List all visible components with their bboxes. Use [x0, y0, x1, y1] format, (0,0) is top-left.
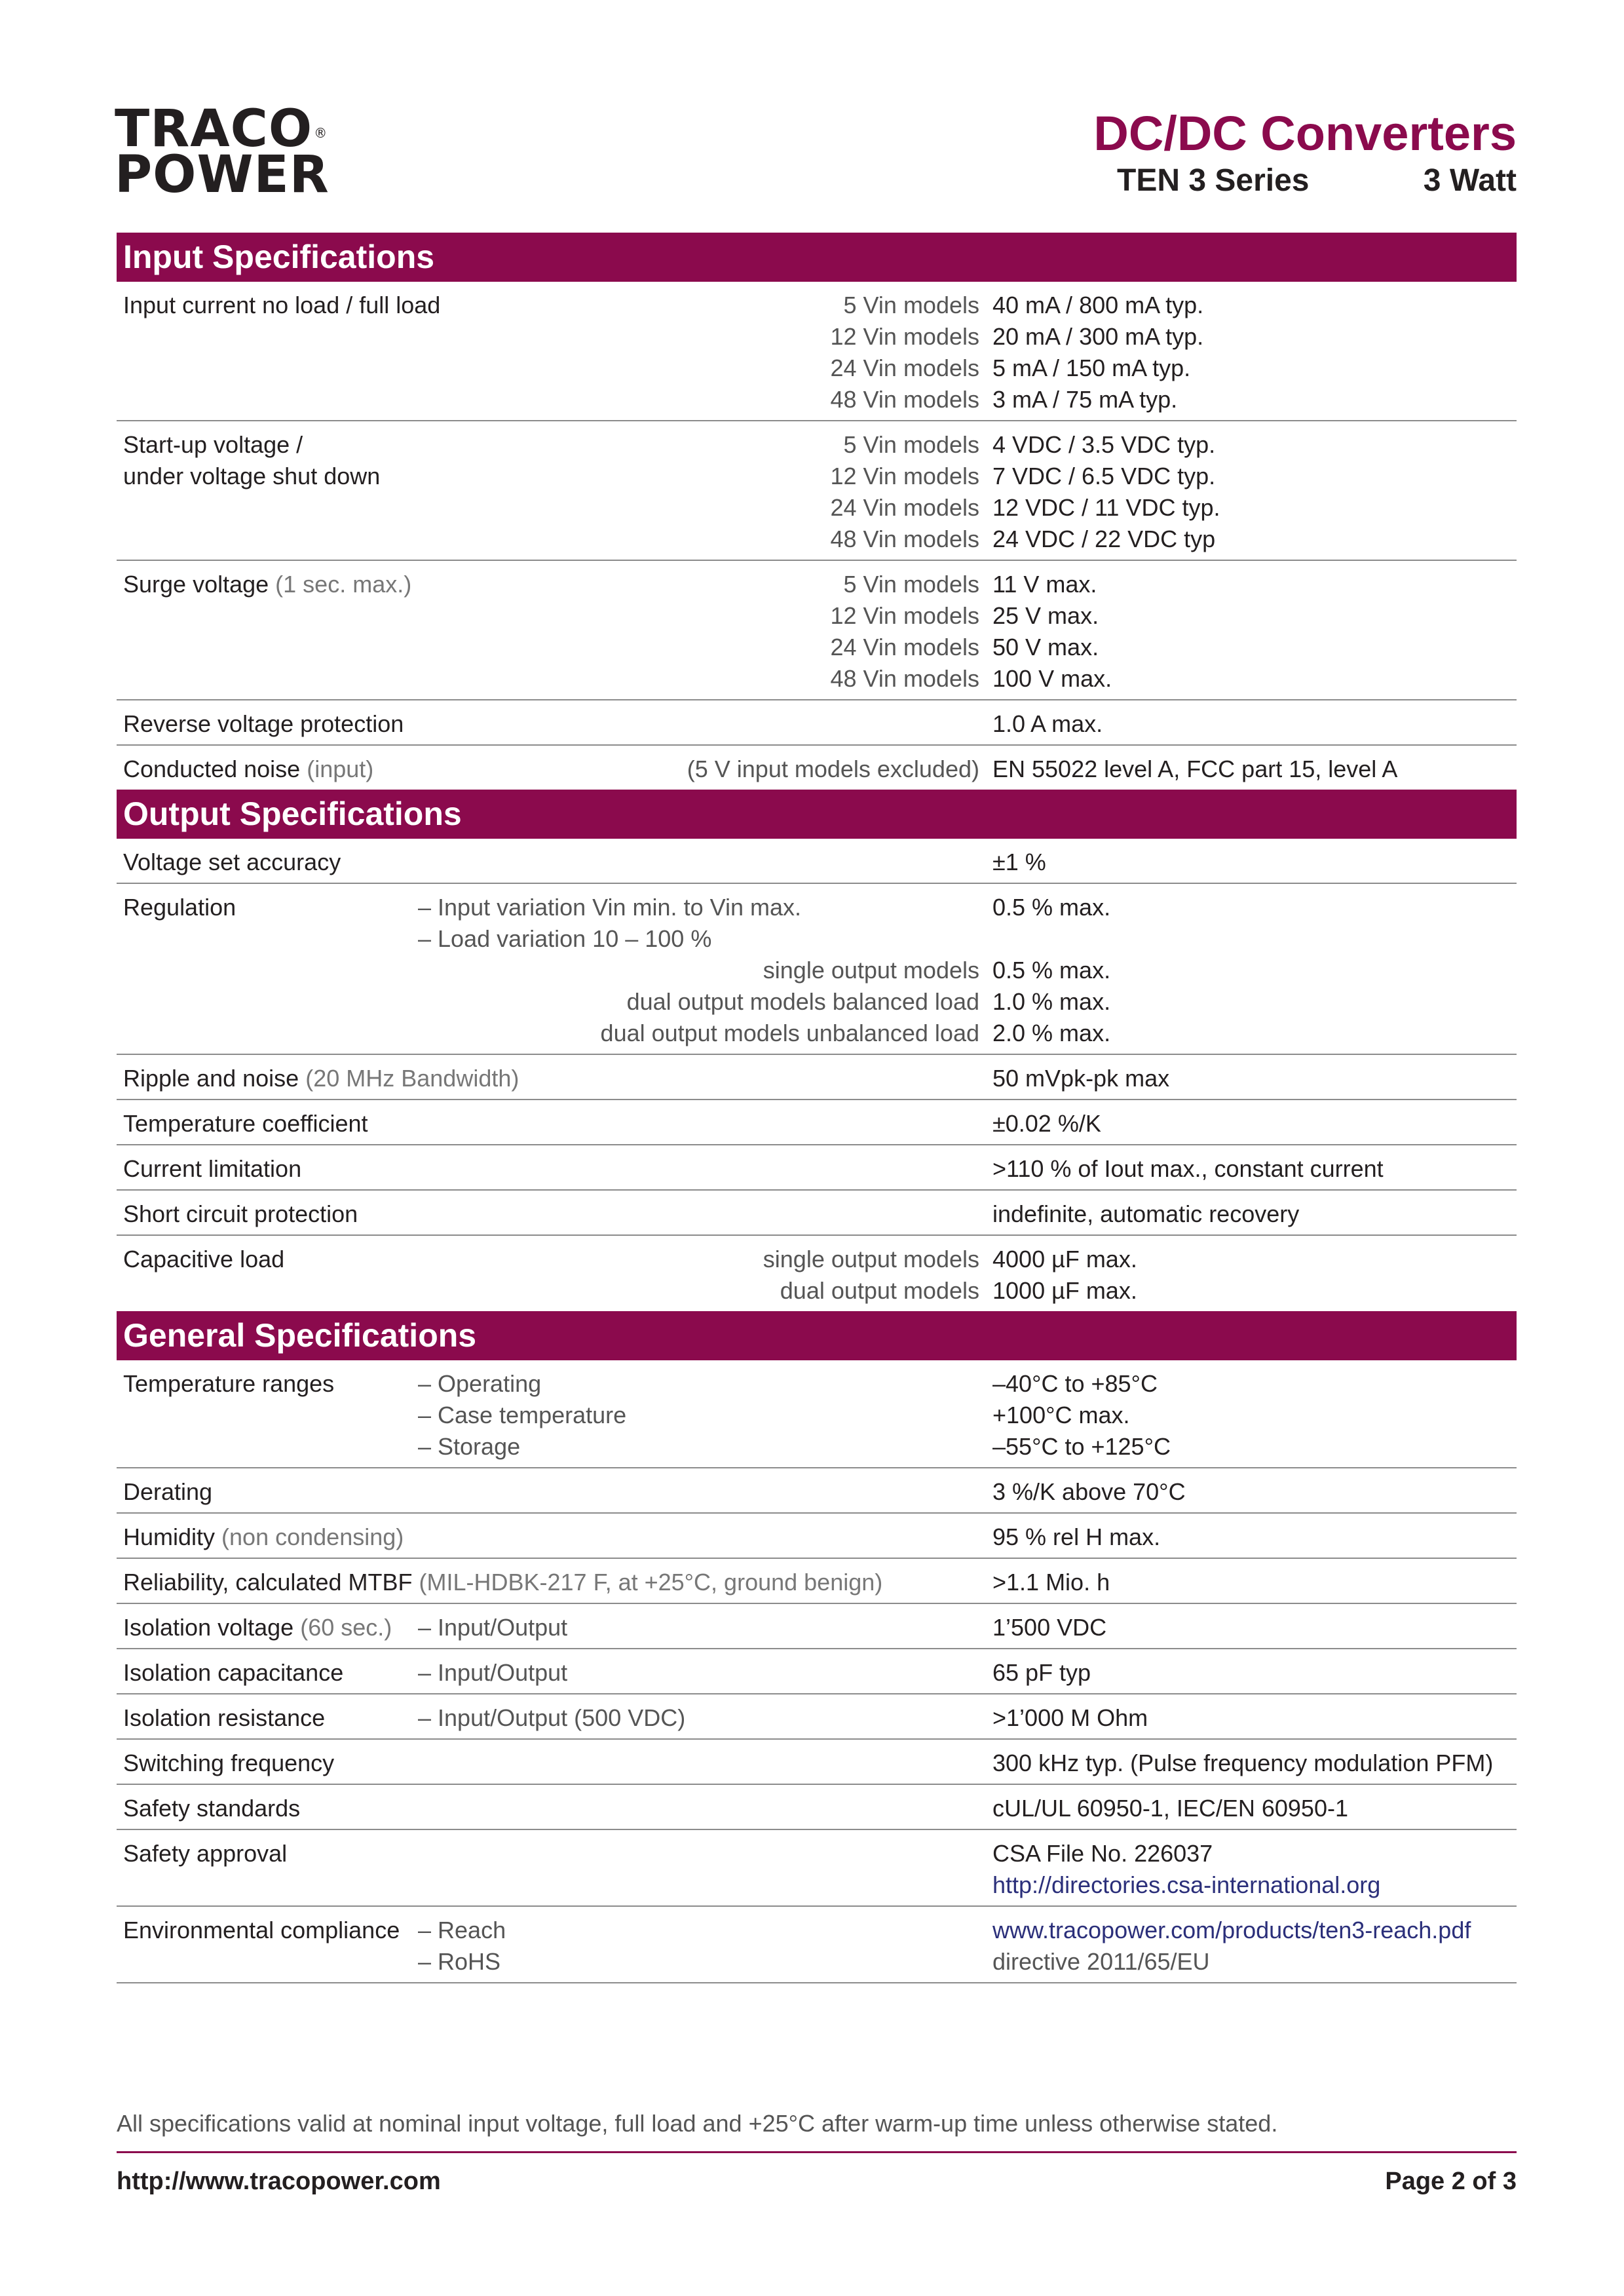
condition-label: – Case temperature — [418, 1402, 627, 1428]
row-note: (MIL-HDBK-217 F, at +25°C, ground benign) — [419, 1569, 883, 1596]
model-label: 24 Vin models — [830, 634, 979, 660]
table-row-temperature-coefficient — [117, 1100, 1517, 1145]
footer-website-link[interactable]: http://www.tracopower.com — [117, 2168, 441, 2195]
model-label: dual output models balanced load — [626, 988, 979, 1015]
row-value: >1.1 Mio. h — [992, 1569, 1110, 1596]
row-label: Regulation — [123, 894, 236, 921]
row-value: 3 %/K above 70°C — [992, 1478, 1186, 1505]
row-label: Environmental compliance — [123, 1917, 400, 1943]
table-row-isolation-voltage — [117, 1604, 1517, 1649]
row-condition: (5 V input models excluded) — [687, 756, 979, 782]
row-value: 50 mVpk-pk max — [992, 1065, 1170, 1092]
model-label: 5 Vin models — [843, 571, 979, 598]
row-value: 1.0 A max. — [992, 710, 1103, 737]
row-label: Humidity — [123, 1523, 216, 1550]
condition-label: – RoHS — [418, 1948, 501, 1975]
row-condition: – Input/Output — [418, 1659, 568, 1686]
row-label: Capacitive load — [123, 1246, 285, 1272]
row-label: Input current no load / full load — [123, 292, 441, 318]
table-row-derating — [117, 1468, 1517, 1514]
row-value: ±0.02 %/K — [992, 1110, 1101, 1137]
row-condition: – Input/Output — [418, 1614, 568, 1641]
row-value: –55°C to +125°C — [992, 1433, 1171, 1460]
row-label: Derating — [123, 1478, 213, 1505]
row-condition: – Input/Output (500 VDC) — [418, 1704, 686, 1731]
row-label: Reverse voltage protection — [123, 710, 404, 737]
general-section-header: General Specifications — [117, 1311, 1517, 1360]
table-row-startup-voltage — [117, 421, 1517, 561]
table-row-ripple-noise — [117, 1055, 1517, 1100]
logo-line2: POWER — [115, 145, 330, 204]
table-row-current-limitation — [117, 1145, 1517, 1191]
condition-label: – Reach — [418, 1917, 506, 1943]
row-value: +100°C max. — [992, 1402, 1130, 1428]
row-label: Switching frequency — [123, 1750, 335, 1776]
table-row-mtbf — [117, 1559, 1517, 1604]
row-value: 300 kHz typ. (Pulse frequency modulation PFM) — [992, 1750, 1494, 1776]
row-value: directive 2011/65/EU — [992, 1948, 1210, 1975]
row-value: 3 mA / 75 mA typ. — [992, 386, 1178, 413]
row-label: Start-up voltage / — [123, 431, 303, 458]
regulation-input-variation: – Input variation Vin min. to Vin max. — [418, 894, 801, 921]
row-label: under voltage shut down — [123, 463, 381, 489]
series-name: TEN 3 Series — [1117, 163, 1310, 198]
table-row-environmental-compliance — [117, 1907, 1517, 1983]
row-label: Safety approval — [123, 1840, 288, 1867]
footer-divider — [117, 2151, 1517, 2153]
row-label: Isolation voltage — [123, 1614, 294, 1641]
regulation-load-variation: – Load variation 10 – 100 % — [418, 925, 712, 952]
row-label: Safety standards — [123, 1795, 301, 1822]
row-value: 50 V max. — [992, 634, 1099, 660]
row-label: Ripple and noise — [123, 1065, 299, 1092]
row-note: (60 sec.) — [300, 1614, 392, 1641]
table-row-safety-approval — [117, 1830, 1517, 1907]
model-label: dual output models unbalanced load — [600, 1020, 979, 1046]
row-value: 0.5 % max. — [992, 894, 1111, 921]
row-note: (input) — [307, 756, 374, 782]
row-value: >1’000 M Ohm — [992, 1704, 1148, 1731]
row-label: Temperature coefficient — [123, 1110, 368, 1137]
row-value: >110 % of Iout max., constant current — [992, 1155, 1384, 1182]
traco-power-logo — [115, 100, 330, 204]
row-value: 12 VDC / 11 VDC typ. — [992, 494, 1220, 521]
model-label: single output models — [763, 1246, 979, 1272]
row-value: EN 55022 level A, FCC part 15, level A — [992, 756, 1398, 782]
row-value: 20 mA / 300 mA typ. — [992, 323, 1204, 350]
table-row-regulation — [117, 884, 1517, 1055]
row-value: 40 mA / 800 mA typ. — [992, 292, 1204, 318]
table-row-conducted-noise — [117, 746, 1517, 790]
table-row-voltage-accuracy — [117, 839, 1517, 884]
row-value: 25 V max. — [992, 602, 1099, 629]
row-label: Short circuit protection — [123, 1200, 358, 1227]
table-row-reverse-voltage — [117, 700, 1517, 746]
spec-tables — [117, 233, 1517, 1983]
table-row-isolation-resistance — [117, 1694, 1517, 1740]
row-label: Current limitation — [123, 1155, 302, 1182]
model-label: 12 Vin models — [830, 463, 979, 489]
row-value: indefinite, automatic recovery — [992, 1200, 1300, 1227]
table-row-surge-voltage — [117, 561, 1517, 700]
table-row-short-circuit — [117, 1191, 1517, 1236]
row-value: –40°C to +85°C — [992, 1370, 1158, 1397]
document-title — [1093, 106, 1517, 201]
page-number: Page 2 of 3 — [1385, 2168, 1517, 2195]
output-section-header: Output Specifications — [117, 790, 1517, 839]
condition-label: – Operating — [418, 1370, 542, 1397]
input-section-header: Input Specifications — [117, 233, 1517, 282]
csa-directory-link[interactable]: http://directories.csa-international.org — [992, 1871, 1381, 1898]
row-value: 1000 µF max. — [992, 1277, 1137, 1304]
row-label: Reliability, calculated MTBF — [123, 1569, 413, 1596]
model-label: 48 Vin models — [830, 526, 979, 552]
row-value: 0.5 % max. — [992, 957, 1111, 984]
table-row-safety-standards — [117, 1785, 1517, 1830]
logo-line1: TRACO — [115, 100, 313, 159]
row-value: 1’500 VDC — [992, 1614, 1107, 1641]
model-label: 5 Vin models — [843, 431, 979, 458]
page-title: DC/DC Converters — [1093, 106, 1517, 161]
row-value: 100 V max. — [992, 665, 1112, 692]
model-label: 48 Vin models — [830, 665, 979, 692]
row-label: Isolation resistance — [123, 1704, 326, 1731]
table-row-humidity — [117, 1514, 1517, 1559]
power-rating: 3 Watt — [1423, 163, 1517, 198]
table-row-switching-frequency — [117, 1740, 1517, 1785]
model-label: dual output models — [780, 1277, 979, 1304]
footer-note: All specifications valid at nominal input voltage, full load and +25°C after warm-up time unless otherwise stated. — [117, 2110, 1278, 2137]
row-value: 11 V max. — [992, 571, 1097, 598]
model-label: 12 Vin models — [830, 323, 979, 350]
row-value: 1.0 % max. — [992, 988, 1111, 1015]
table-row-input-current — [117, 282, 1517, 421]
table-row-capacitive-load — [117, 1236, 1517, 1311]
row-value: 4000 µF max. — [992, 1246, 1137, 1272]
row-value: 5 mA / 150 mA typ. — [992, 354, 1191, 381]
table-row-temperature-ranges — [117, 1360, 1517, 1468]
model-label: 5 Vin models — [843, 292, 979, 318]
row-value: 2.0 % max. — [992, 1020, 1111, 1046]
row-value: ±1 % — [992, 849, 1046, 875]
row-label: Temperature ranges — [123, 1370, 335, 1397]
condition-label: – Storage — [418, 1433, 521, 1460]
row-value: cUL/UL 60950-1, IEC/EN 60950-1 — [992, 1795, 1348, 1822]
row-value: 24 VDC / 22 VDC typ — [992, 526, 1216, 552]
reach-pdf-link[interactable]: www.tracopower.com/products/ten3-reach.pdf — [992, 1917, 1471, 1943]
model-label: 48 Vin models — [830, 386, 979, 413]
row-value: 4 VDC / 3.5 VDC typ. — [992, 431, 1216, 458]
row-note: (1 sec. max.) — [275, 571, 412, 598]
table-row-isolation-capacitance — [117, 1649, 1517, 1694]
row-label: Isolation capacitance — [123, 1659, 344, 1686]
row-note: (non condensing) — [221, 1523, 404, 1550]
model-label: 24 Vin models — [830, 354, 979, 381]
row-value: 95 % rel H max. — [992, 1523, 1161, 1550]
row-value: 65 pF typ — [992, 1659, 1091, 1686]
model-label: 24 Vin models — [830, 494, 979, 521]
row-value: CSA File No. 226037 — [992, 1840, 1213, 1867]
row-note: (20 MHz Bandwidth) — [305, 1065, 519, 1092]
model-label: single output models — [763, 957, 979, 984]
registered-mark: ® — [314, 125, 328, 141]
row-label: Surge voltage — [123, 571, 269, 598]
row-label: Conducted noise — [123, 756, 301, 782]
model-label: 12 Vin models — [830, 602, 979, 629]
row-label: Voltage set accuracy — [123, 849, 341, 875]
row-value: 7 VDC / 6.5 VDC typ. — [992, 463, 1216, 489]
